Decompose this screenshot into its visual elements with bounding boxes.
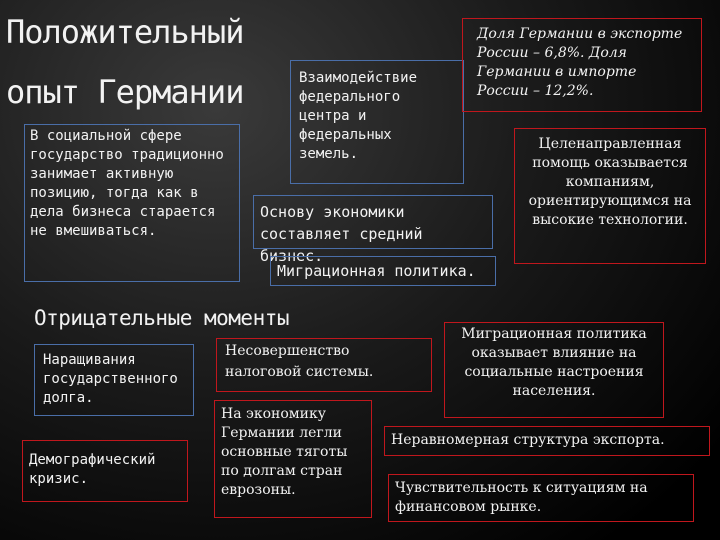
financial-sensitivity-text: Чувствительность к ситуациям на финансовом рынке. [395, 480, 648, 515]
export-share-box [462, 18, 702, 112]
negative-section-title: Отрицательные моменты [34, 306, 290, 330]
eurozone-box [214, 400, 372, 518]
interaction-box [290, 60, 464, 184]
social-sphere-box [24, 124, 240, 282]
demographic-box [22, 440, 188, 502]
export-structure-box [384, 426, 710, 456]
migration-influence-text: Миграционная политика оказывает влияние на социальные настроения населения. [461, 326, 647, 399]
economy-basis-text: Основу экономики составляет средний бизнес. [260, 203, 423, 265]
debt-text: Наращивания государственного долга. [43, 352, 178, 406]
social-sphere-text: В социальной сфере государство традиционно занимает активную позицию, тогда как в дела бизнеса старается не вмешиваться. [30, 128, 224, 239]
export-share-text: Доля Германии в экспорте России – 6,8%. Доля Германии в импорте России – 12,2%. [477, 26, 683, 99]
tax-box [216, 338, 432, 392]
migration-policy-box [270, 256, 496, 286]
debt-box [34, 344, 194, 416]
financial-sensitivity-box [388, 474, 694, 522]
demographic-text: Демографический кризис. [29, 452, 156, 487]
targeted-help-text: Целенаправленная помощь оказывается компаниям, ориентирующимся на высокие технологии. [528, 136, 692, 228]
targeted-help-box [514, 128, 706, 264]
title-line-1: Положительный [6, 13, 244, 51]
migration-influence-box [444, 322, 664, 418]
export-structure-text: Неравномерная структура экспорта. [391, 432, 665, 448]
slide-title [6, 2, 336, 122]
eurozone-text: На экономику Германии легли основные тяготы по долгам стран еврозоны. [221, 406, 348, 498]
interaction-text: Взаимодействие федерального центра и федеральных земель. [299, 70, 418, 162]
tax-text: Несовершенство налоговой системы. [225, 343, 374, 380]
economy-basis-box [253, 195, 493, 265]
title-line-2: опыт Германии [6, 73, 244, 111]
migration-policy-text: Миграционная политика. [277, 262, 476, 280]
